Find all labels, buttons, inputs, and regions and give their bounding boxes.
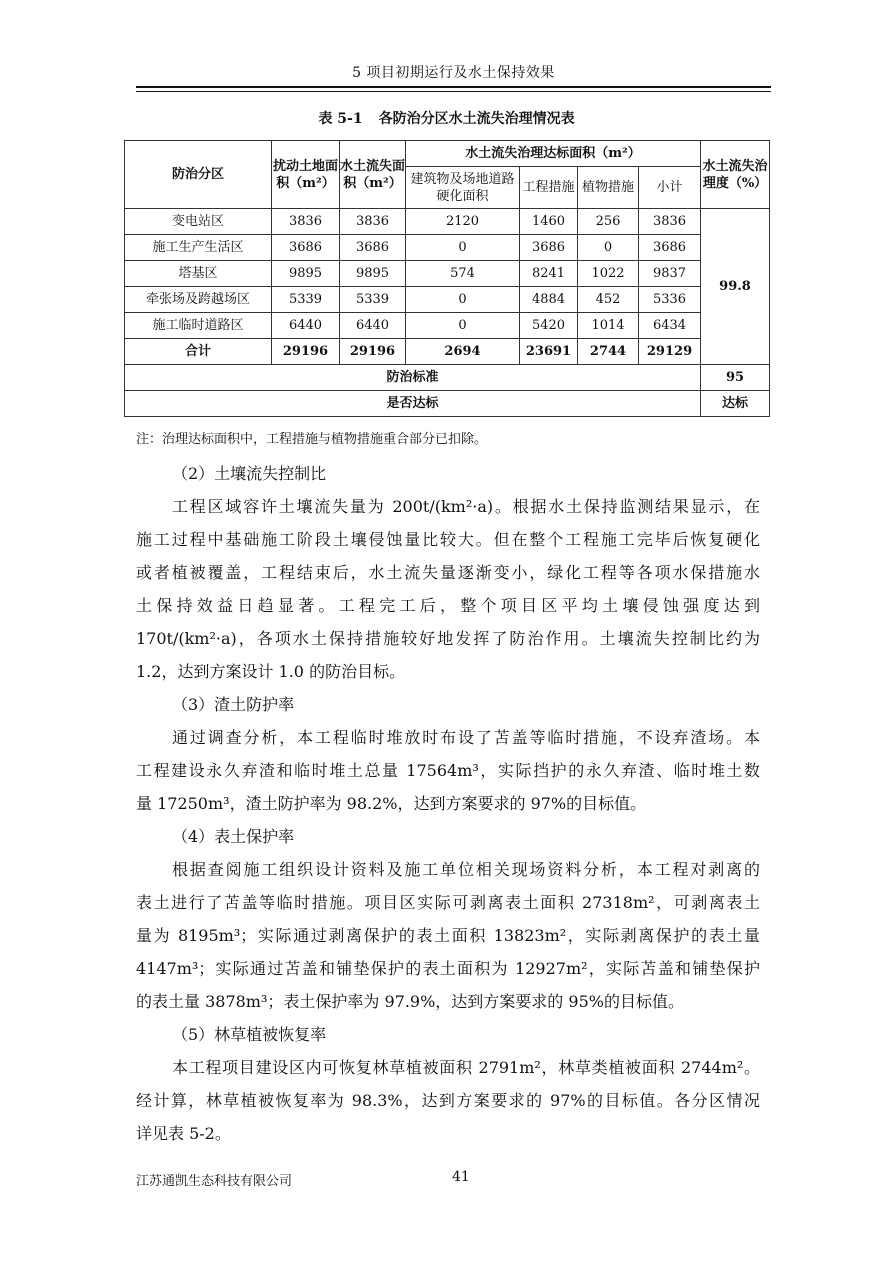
header-disturbed-area: 扰动土地面积（m²） <box>272 141 340 209</box>
cell-zone: 合计 <box>125 339 272 365</box>
cell-plant: 0 <box>578 235 639 261</box>
cell-engineering: 3686 <box>520 235 578 261</box>
header-building-area: 建筑物及场地道路硬化面积 <box>406 167 520 209</box>
header-engineering-measures: 工程措施 <box>520 167 578 209</box>
cell-subtotal: 9837 <box>639 261 701 287</box>
cell-subtotal: 29129 <box>639 339 701 365</box>
cell-building: 2694 <box>406 339 520 365</box>
header-plant-measures: 植物措施 <box>578 167 639 209</box>
cell-zone: 施工生产生活区 <box>125 235 272 261</box>
text-line: 量 17250m³，渣土防护率为 98.2%，达到方案要求的 97%的目标值。 <box>136 794 647 813</box>
cell-standard-value: 95 <box>701 365 770 391</box>
cell-zone: 施工临时道路区 <box>125 313 272 339</box>
cell-zone: 牵张场及跨越场区 <box>125 287 272 313</box>
text-line: 经计算，林草植被恢复率为 98.3%，达到方案要求的 97%的目标值。各分区情况 <box>136 1091 760 1110</box>
cell-subtotal: 5336 <box>639 287 701 313</box>
cell-disturbed: 6440 <box>272 313 340 339</box>
cell-treatment-rate: 99.8 <box>701 209 770 365</box>
table-row <box>125 287 770 313</box>
text-line: 或者植被覆盖，工程结束后，水土流失量逐渐变小，绿化工程等各项水保措施水 <box>136 563 760 582</box>
cell-engineering: 23691 <box>520 339 578 365</box>
text-line: 的表土量 3878m³；表土保护率为 97.9%，达到方案要求的 95%的目标值。 <box>136 992 684 1011</box>
paragraph-soil-loss-ratio <box>136 490 760 688</box>
table-row <box>125 209 770 235</box>
text-line: 本工程项目建设区内可恢复林草植被面积 2791m²，林草类植被面积 2744m²。 <box>172 1058 760 1077</box>
cell-building: 2120 <box>406 209 520 235</box>
section-heading: （2）土壤流失控制比 <box>172 464 327 483</box>
cell-met-value: 达标 <box>701 391 770 417</box>
cell-erosion: 5339 <box>340 287 406 313</box>
cell-erosion: 3836 <box>340 209 406 235</box>
cell-zone: 变电站区 <box>125 209 272 235</box>
page-header: 5 项目初期运行及水土保持效果 <box>352 65 555 81</box>
cell-engineering: 1460 <box>520 209 578 235</box>
cell-building: 0 <box>406 235 520 261</box>
cell-disturbed: 9895 <box>272 261 340 287</box>
table-met-row <box>125 391 770 417</box>
text-line: 土保持效益日趋显著。工程完工后，整个项目区平均土壤侵蚀强度达到 <box>136 596 760 615</box>
cell-disturbed: 29196 <box>272 339 340 365</box>
cell-plant: 2744 <box>578 339 639 365</box>
header-subtotal: 小计 <box>639 167 701 209</box>
header-rule-thin <box>136 91 771 92</box>
text-line: 1.2，达到方案设计 1.0 的防治目标。 <box>136 662 406 681</box>
page-number: 41 <box>452 1169 470 1185</box>
cell-engineering: 5420 <box>520 313 578 339</box>
paragraph-spoil-protection <box>136 721 760 820</box>
table-caption-number: 表 5-1 <box>318 111 363 127</box>
table-total-row <box>125 339 770 365</box>
cell-engineering: 8241 <box>520 261 578 287</box>
table-row <box>125 261 770 287</box>
cell-plant: 256 <box>578 209 639 235</box>
section-heading: （4）表土保护率 <box>172 827 295 846</box>
text-line: 工程区域容许土壤流失量为 200t/(km²·a)。根据水土保持监测结果显示，在 <box>172 497 760 516</box>
text-line: 通过调查分析，本工程临时堆放时布设了苫盖等临时措施，不设弃渣场。本 <box>172 728 760 747</box>
cell-standard-label: 防治标准 <box>125 365 701 391</box>
table-caption <box>124 108 769 128</box>
cell-disturbed: 3836 <box>272 209 340 235</box>
cell-erosion: 3686 <box>340 235 406 261</box>
header-treatment-rate: 水土流失治理度（%） <box>701 141 770 209</box>
header-treated-area: 水土流失治理达标面积（m²） <box>406 141 701 167</box>
section-heading: （5）林草植被恢复率 <box>172 1025 327 1044</box>
cell-met-label: 是否达标 <box>125 391 701 417</box>
cell-disturbed: 3686 <box>272 235 340 261</box>
cell-plant: 1014 <box>578 313 639 339</box>
table-caption-title: 各防治分区水土流失治理情况表 <box>378 111 575 127</box>
cell-disturbed: 5339 <box>272 287 340 313</box>
cell-erosion: 29196 <box>340 339 406 365</box>
cell-zone: 塔基区 <box>125 261 272 287</box>
table-note: 注：治理达标面积中，工程措施与植物措施重合部分已扣除。 <box>136 432 488 447</box>
cell-erosion: 9895 <box>340 261 406 287</box>
table-standard-row <box>125 365 770 391</box>
cell-subtotal: 3686 <box>639 235 701 261</box>
text-line: 170t/(km²·a)，各项水土保持措施较好地发挥了防治作用。土壤流失控制比约为 <box>136 629 760 648</box>
text-line: 表土进行了苫盖等临时措施。项目区实际可剥离表土面积 27318m²，可剥离表土 <box>136 893 760 912</box>
text-line: 工程建设永久弃渣和临时堆土总量 17564m³，实际挡护的永久弃渣、临时堆土数 <box>136 761 760 780</box>
cell-subtotal: 6434 <box>639 313 701 339</box>
table-row <box>125 235 770 261</box>
cell-building: 0 <box>406 287 520 313</box>
paragraph-vegetation-restoration <box>136 1051 760 1150</box>
cell-plant: 1022 <box>578 261 639 287</box>
cell-erosion: 6440 <box>340 313 406 339</box>
erosion-treatment-table <box>124 140 770 417</box>
footer-company: 江苏通凯生态科技有限公司 <box>136 1174 293 1189</box>
text-line: 详见表 5-2。 <box>136 1124 231 1143</box>
cell-plant: 452 <box>578 287 639 313</box>
header-erosion-area: 水土流失面积（m²） <box>340 141 406 209</box>
section-heading: （3）渣土防护率 <box>172 695 295 714</box>
cell-building: 0 <box>406 313 520 339</box>
cell-subtotal: 3836 <box>639 209 701 235</box>
text-line: 施工过程中基础施工阶段土壤侵蚀量比较大。但在整个工程施工完毕后恢复硬化 <box>136 530 760 549</box>
text-line: 根据查阅施工组织设计资料及施工单位相关现场资料分析，本工程对剥离的 <box>172 860 760 879</box>
text-line: 量为 8195m³；实际通过剥离保护的表土面积 13823m²，实际剥离保护的表土量 <box>136 926 760 945</box>
cell-building: 574 <box>406 261 520 287</box>
text-line: 4147m³；实际通过苫盖和铺垫保护的表土面积为 12927m²，实际苫盖和铺垫保护 <box>136 959 760 978</box>
table-row <box>125 313 770 339</box>
paragraph-topsoil-protection <box>136 853 760 1018</box>
cell-engineering: 4884 <box>520 287 578 313</box>
header-rule-thick <box>136 86 771 88</box>
header-zone: 防治分区 <box>125 141 272 209</box>
